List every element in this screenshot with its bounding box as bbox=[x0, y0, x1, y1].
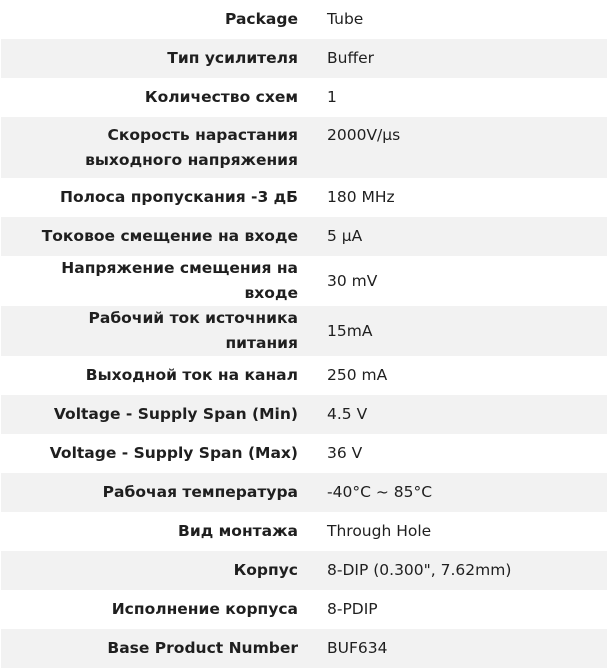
spec-row-package bbox=[1, 0, 607, 39]
spec-value: -40°C ~ 85°C bbox=[310, 473, 607, 512]
spec-label: Voltage - Supply Span (Min) bbox=[1, 395, 310, 434]
spec-label: Вид монтажа bbox=[1, 512, 310, 551]
spec-value: Buffer bbox=[310, 39, 607, 78]
spec-value: BUF634 bbox=[310, 629, 607, 668]
spec-value: Tube bbox=[310, 0, 607, 39]
spec-row-mounting-type bbox=[1, 512, 607, 551]
spec-label: Корпус bbox=[1, 551, 310, 590]
spec-label: Base Product Number bbox=[1, 629, 310, 668]
spec-row-operating-temperature bbox=[1, 473, 607, 512]
spec-value: 250 mA bbox=[310, 356, 607, 395]
spec-value: 4.5 V bbox=[310, 395, 607, 434]
spec-label: Токовое смещение на входе bbox=[1, 217, 310, 256]
spec-label: Напряжение смещения на входе bbox=[1, 256, 310, 306]
spec-label: Полоса пропускания -3 дБ bbox=[1, 178, 310, 217]
spec-value: 8-PDIP bbox=[310, 590, 607, 629]
spec-label: Выходной ток на канал bbox=[1, 356, 310, 395]
spec-value: 180 MHz bbox=[310, 178, 607, 217]
spec-value: 36 V bbox=[310, 434, 607, 473]
spec-row-bandwidth bbox=[1, 178, 607, 217]
spec-label: Рабочая температура bbox=[1, 473, 310, 512]
spec-label: Тип усилителя bbox=[1, 39, 310, 78]
spec-value: Through Hole bbox=[310, 512, 607, 551]
spec-row-supply-current bbox=[1, 306, 607, 356]
spec-row-supply-span-max bbox=[1, 434, 607, 473]
spec-row-supplier-device-package bbox=[1, 590, 607, 629]
spec-row-package-case bbox=[1, 551, 607, 590]
spec-row-slew-rate bbox=[1, 117, 607, 178]
spec-label: Скорость нарастания выходного напряжения bbox=[1, 117, 310, 178]
spec-value: 2000V/µs bbox=[310, 117, 607, 178]
spec-row-supply-span-min bbox=[1, 395, 607, 434]
spec-label: Voltage - Supply Span (Max) bbox=[1, 434, 310, 473]
spec-label: Package bbox=[1, 0, 310, 39]
spec-table bbox=[1, 0, 607, 668]
spec-value: 8-DIP (0.300", 7.62mm) bbox=[310, 551, 607, 590]
spec-label: Количество схем bbox=[1, 78, 310, 117]
spec-value: 15mA bbox=[310, 306, 607, 356]
spec-value: 1 bbox=[310, 78, 607, 117]
spec-row-output-current bbox=[1, 356, 607, 395]
spec-row-amplifier-type bbox=[1, 39, 607, 78]
spec-row-circuit-count bbox=[1, 78, 607, 117]
spec-row-input-offset-voltage bbox=[1, 256, 607, 306]
spec-row-base-product-number bbox=[1, 629, 607, 668]
spec-label: Рабочий ток источника питания bbox=[1, 306, 310, 356]
spec-value: 30 mV bbox=[310, 256, 607, 306]
spec-row-input-bias-current bbox=[1, 217, 607, 256]
spec-value: 5 µA bbox=[310, 217, 607, 256]
spec-label: Исполнение корпуса bbox=[1, 590, 310, 629]
